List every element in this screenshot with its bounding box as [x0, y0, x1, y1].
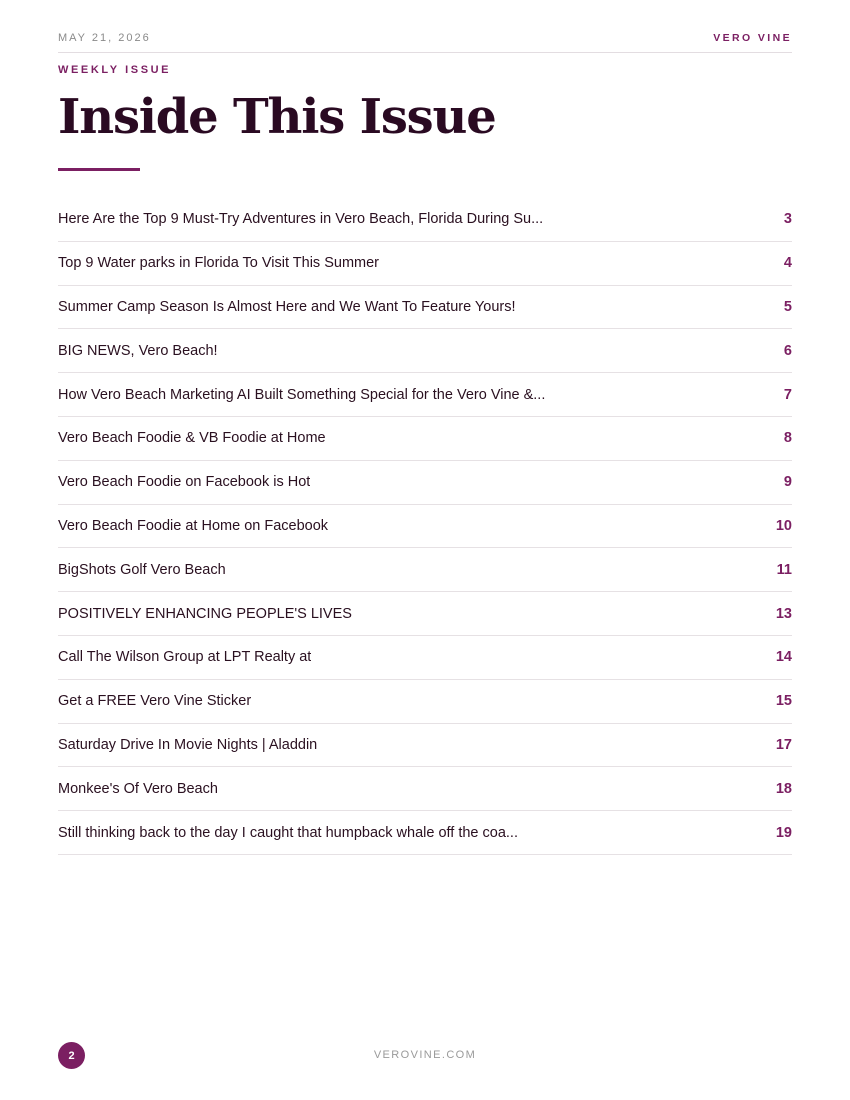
toc-entry[interactable]: [58, 724, 792, 768]
toc-entry[interactable]: [58, 373, 792, 417]
toc-entry-title: Top 9 Water parks in Florida To Visit This Summer: [58, 255, 379, 272]
toc-entry[interactable]: [58, 286, 792, 330]
toc-entry-title: Still thinking back to the day I caught that humpback whale off the coa...: [58, 824, 518, 841]
running-header: [58, 32, 792, 53]
toc-entry-page: 9: [783, 474, 792, 491]
toc-entry-title: Monkee's Of Vero Beach: [58, 780, 218, 797]
toc-entry[interactable]: [58, 417, 792, 461]
toc-entry[interactable]: [58, 242, 792, 286]
toc-entry-page: 4: [783, 255, 792, 272]
toc-entry-title: Saturday Drive In Movie Nights | Aladdin: [58, 736, 318, 753]
toc-entry-title: BIG NEWS, Vero Beach!: [58, 342, 218, 359]
toc-entry[interactable]: [58, 767, 792, 811]
toc-entry-title: Vero Beach Foodie on Facebook is Hot: [58, 474, 311, 491]
brand-name: VERO VINE: [713, 32, 792, 44]
toc-entry-title: How Vero Beach Marketing AI Built Something Special for the Vero Vine &...: [58, 386, 546, 403]
toc-entry-page: 6: [783, 342, 792, 359]
toc-entry-page: 8: [783, 430, 792, 447]
toc-entry[interactable]: [58, 636, 792, 680]
page-number-badge: 2: [58, 1042, 85, 1069]
toc-entry-page: 5: [783, 298, 792, 315]
issue-date: MAY 21, 2026: [58, 32, 151, 44]
toc-entry-title: BigShots Golf Vero Beach: [58, 561, 226, 578]
toc-entry-title: Summer Camp Season Is Almost Here and We Want To Feature Yours!: [58, 298, 516, 315]
section-kicker: WEEKLY ISSUE: [58, 64, 172, 76]
site-url[interactable]: VEROVINE.COM: [373, 1049, 477, 1061]
toc-entry-title: Here Are the Top 9 Must-Try Adventures in Vero Beach, Florida During Su...: [58, 211, 544, 228]
toc-entry-title: Get a FREE Vero Vine Sticker: [58, 693, 252, 710]
toc-entry-title: POSITIVELY ENHANCING PEOPLE'S LIVES: [58, 605, 352, 622]
toc-entry[interactable]: [58, 548, 792, 592]
toc-entry-title: Vero Beach Foodie at Home on Facebook: [58, 517, 329, 534]
toc-entry[interactable]: [58, 811, 792, 855]
toc-entry-title: Vero Beach Foodie & VB Foodie at Home: [58, 430, 326, 447]
title-underline: [58, 168, 140, 171]
toc-entry-page: 18: [775, 780, 792, 797]
toc-entry-title: Call The Wilson Group at LPT Realty at: [58, 649, 312, 666]
table-of-contents: [58, 198, 792, 855]
toc-entry[interactable]: [58, 505, 792, 549]
toc-entry-page: 10: [775, 517, 792, 534]
toc-entry-page: 19: [775, 824, 792, 841]
page-title: Inside This Issue: [58, 89, 496, 145]
toc-entry[interactable]: [58, 461, 792, 505]
toc-entry[interactable]: [58, 680, 792, 724]
toc-entry-page: 17: [775, 736, 792, 753]
toc-entry[interactable]: [58, 198, 792, 242]
toc-entry[interactable]: [58, 592, 792, 636]
page-footer: [58, 1042, 792, 1068]
page: [58, 0, 792, 1100]
toc-entry-page: 14: [775, 649, 792, 666]
toc-entry-page: 11: [776, 561, 792, 578]
toc-entry-page: 3: [783, 211, 792, 228]
toc-entry[interactable]: [58, 329, 792, 373]
toc-entry-page: 15: [775, 693, 792, 710]
toc-entry-page: 13: [775, 605, 792, 622]
toc-entry-page: 7: [783, 386, 792, 403]
